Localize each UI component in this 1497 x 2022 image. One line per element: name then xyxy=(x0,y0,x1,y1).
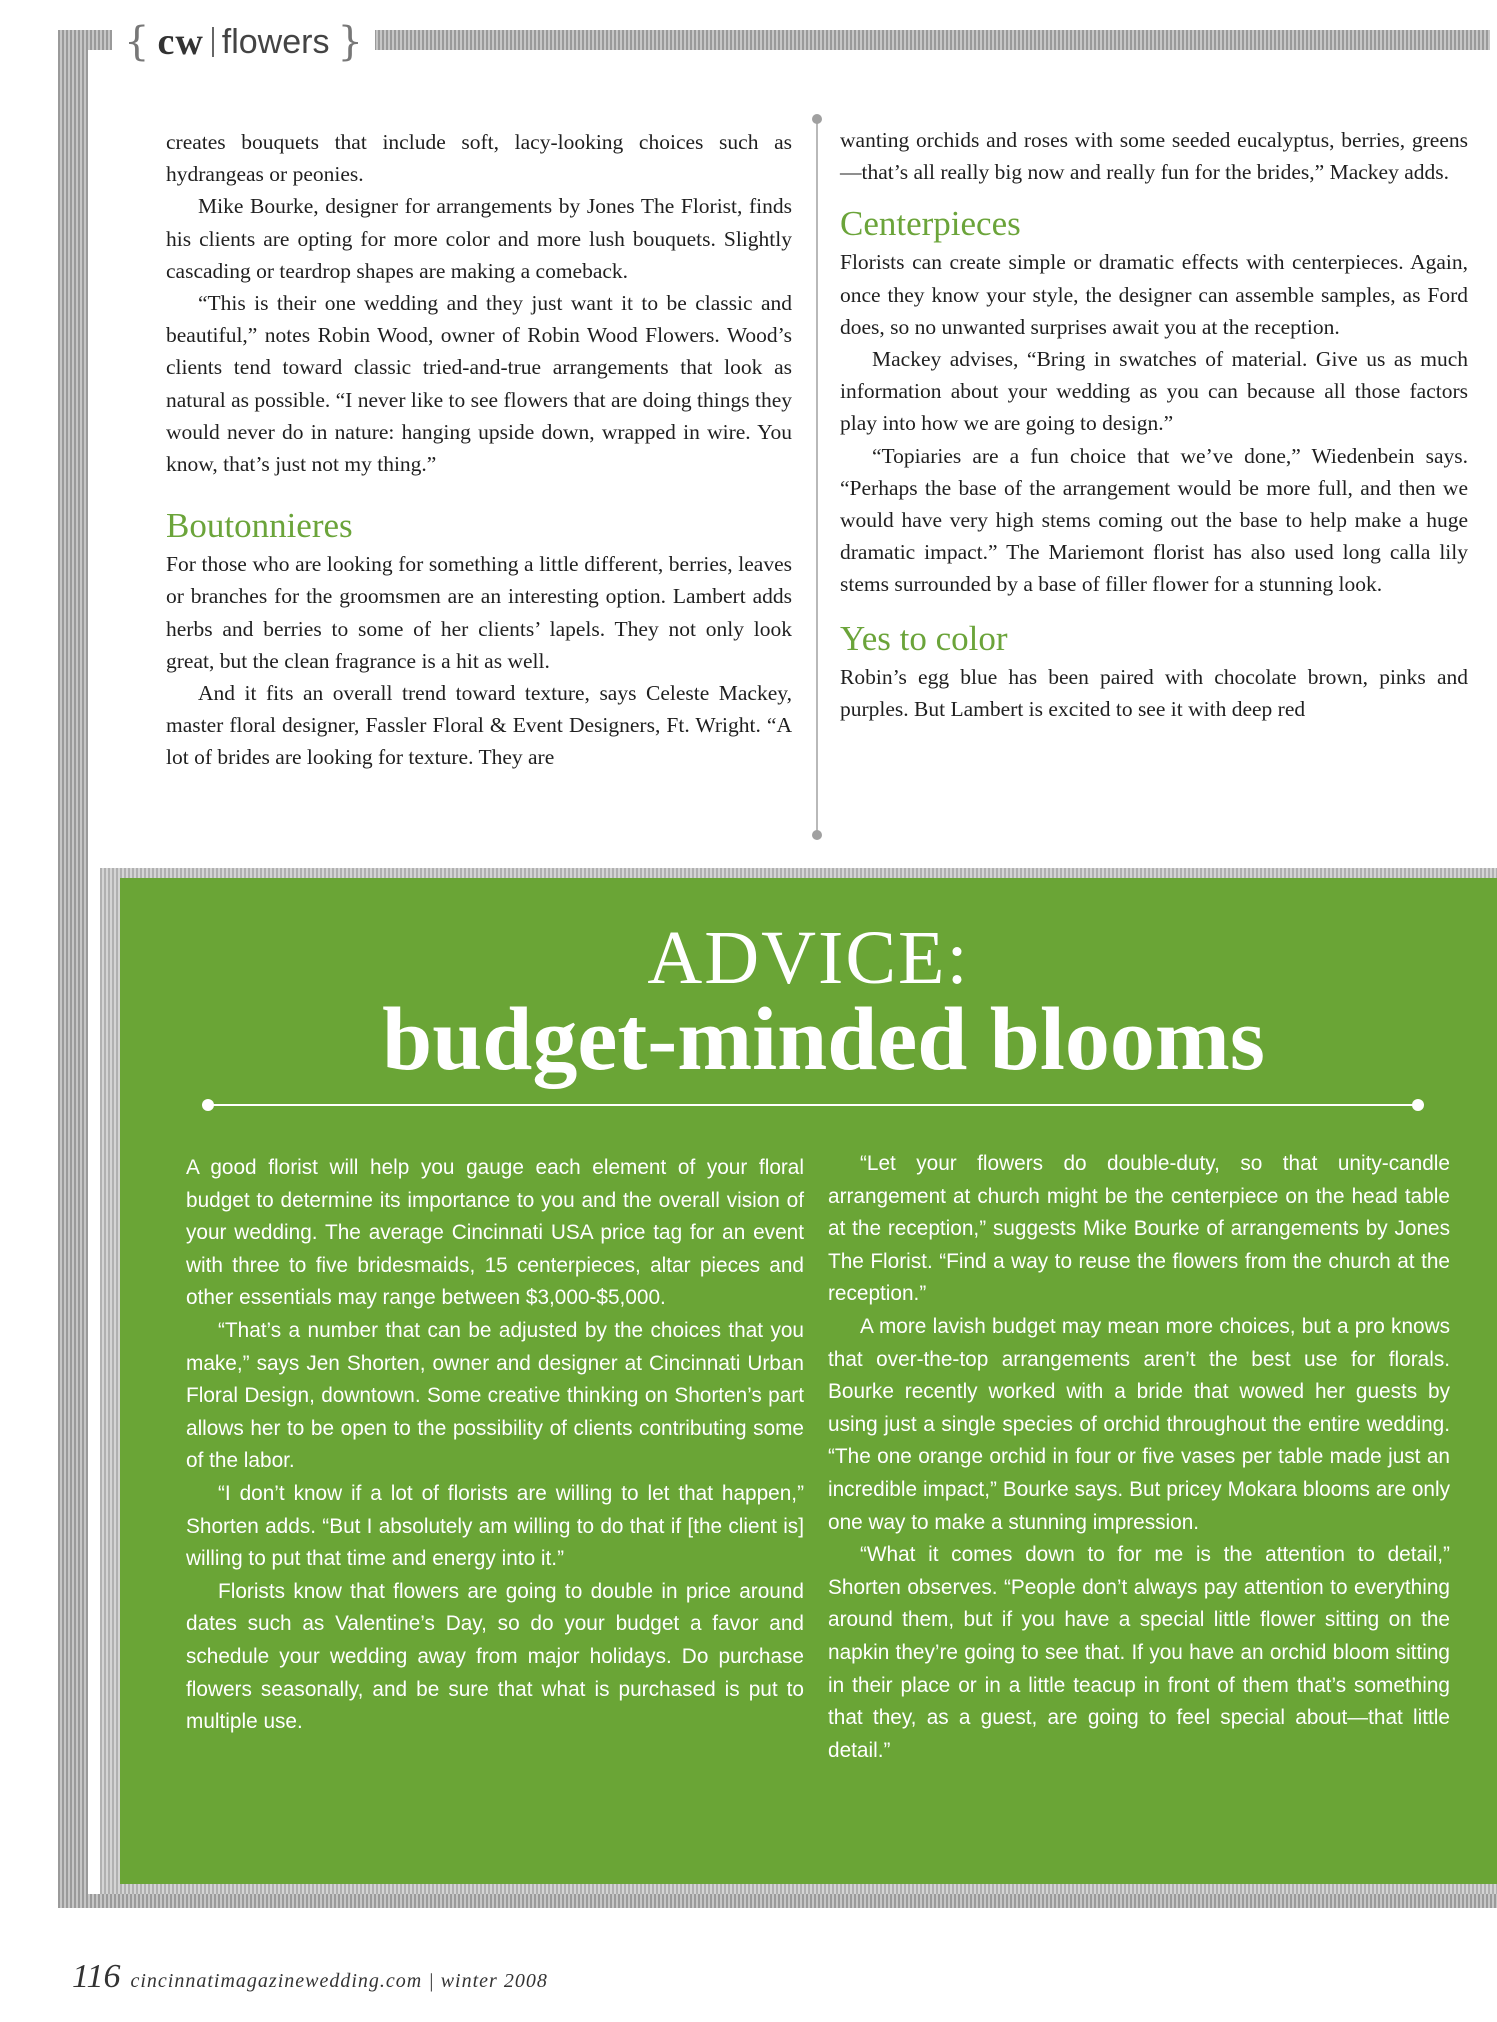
advice-left-column xyxy=(186,1152,804,1739)
rule-end-dot xyxy=(1412,1099,1424,1111)
right-brace-ornament: } xyxy=(337,19,363,65)
paragraph: creates bouquets that include soft, lacy-looking choices such as hydrangeas or peonies. xyxy=(166,130,792,187)
left-margin-rule xyxy=(58,30,88,1908)
page-number: 116 xyxy=(72,1958,121,1995)
paragraph: Mackey advises, “Bring in swatches of material. Give us as much information about your wedding as you can because all those factors play into how we are going to design.” xyxy=(840,347,1468,436)
paragraph: Mike Bourke, designer for arrangements by Jones The Florist, finds his clients are opting for more color and more lush bouquets. Slightly cascading or teardrop shapes are making a comeback. xyxy=(166,194,792,283)
subhead-yes-to-color: Yes to color xyxy=(840,618,1008,658)
section-name: flowers xyxy=(221,22,330,61)
article-left-column xyxy=(166,126,792,774)
advice-right-column xyxy=(828,1148,1450,1767)
subhead-centerpieces: Centerpieces xyxy=(840,204,1021,244)
left-brace-ornament: { xyxy=(124,19,150,65)
paragraph: Robin’s egg blue has been paired with chocolate brown, pinks and purples. But Lambert is excited to see it with deep red xyxy=(840,664,1468,721)
paragraph: “That’s a number that can be adjusted by the choices that you make,” says Jen Shorten, owner and designer at Cincinnati Urban Floral Design, downtown. Some creative thinking on Shorten’s part allows her to be open to the possibility of clients contributing some of the labor. xyxy=(186,1318,804,1473)
paragraph: For those who are looking for something a little different, berries, leaves or branches for the groomsmen are an interesting option. Lambert adds herbs and berries to some of her clients’ lapels. They not only look great, but the clean fragrance is a hit as well. xyxy=(166,552,792,673)
header-separator xyxy=(212,27,214,57)
section-header xyxy=(112,20,375,64)
paragraph: Florists know that flowers are going to double in price around dates such as Valentine’s Day, so do your budget a favor and schedule your wedding away from major holidays. Do purchase flowers seasonally, and be sure that what is purchased is put to multiple use. xyxy=(186,1579,804,1734)
paragraph: “What it comes down to for me is the attention to detail,” Shorten observes. “People don’t always pay attention to everything around them, but if you have a special little flower sitting on the napkin they’re going to see that. If you have an orchid bloom sitting in their place or in a little teacup in front of them that’s something that they, as a guest, are going to feel special about—that little detail.” xyxy=(828,1543,1450,1762)
column-divider xyxy=(816,118,818,836)
paragraph: “Let your flowers do double-duty, so that unity-candle arrangement at church might be the centerpiece on the head table at the reception,” suggests Mike Bourke of arrangements by Jones The Florist. “Find a way to reuse the flowers from the church at the reception.” xyxy=(828,1152,1450,1306)
paragraph: wanting orchids and roses with some seeded eucalyptus, berries, greens—that’s all really big now and really fun for the brides,” Mackey adds. xyxy=(840,128,1468,185)
publication-line: cincinnatimagazinewedding.com | winter 2008 xyxy=(130,1970,548,1992)
advice-subtitle: budget-minded blooms xyxy=(382,990,1265,1089)
divider-dot xyxy=(812,114,822,124)
subhead-boutonnieres: Boutonnieres xyxy=(166,506,353,546)
paragraph: A good florist will help you gauge each element of your floral budget to determine its importance to you and the overall vision of your wedding. The average Cincinnati USA price tag for an event with three to five bridesmaids, 15 centerpieces, altar pieces and other essentials may range between $3,000-$5,000. xyxy=(186,1156,804,1310)
paragraph: “This is their one wedding and they just want it to be classic and beautiful,” notes Robin Wood, owner of Robin Wood Flowers. Wood’s clients tend toward classic tried-and-true arrangements that look as natural as possible. “I never like to see flowers that are doing things they would never do in nature: hanging upside down, wrapped in wire. You know, that’s just not my thing.” xyxy=(166,291,792,477)
page-footer xyxy=(72,1958,548,1996)
paragraph: Florists can create simple or dramatic effects with centerpieces. Again, once they know your style, the designer can assemble samples, as Ford does, so no unwanted surprises await you at the reception. xyxy=(840,250,1468,339)
footer-rule xyxy=(58,1894,1497,1908)
paragraph: “I don’t know if a lot of florists are willing to let that happen,” Shorten adds. “But I absolutely am willing to do that if [the client is] willing to put that time and energy into it.” xyxy=(186,1481,804,1571)
divider-dot xyxy=(812,830,822,840)
advice-title: ADVICE: xyxy=(647,916,970,1000)
paragraph: And it fits an overall trend toward texture, says Celeste Mackey, master floral designer, Fassler Floral & Event Designers, Ft. Wright. “A lot of brides are looking for texture. They are xyxy=(166,681,792,770)
paragraph: A more lavish budget may mean more choices, but a pro knows that over-the-top arrangements aren’t the best use for florals. Bourke recently worked with a bride that wowed her guests by using just a single species of orchid throughout the entire wedding. “The one orange orchid in four or five vases per table made just an incredible impact,” Bourke says. But pricey Mokara blooms are only one way to make a stunning impression. xyxy=(828,1314,1450,1534)
advice-sidebar xyxy=(120,878,1497,1884)
article-right-column xyxy=(840,124,1468,725)
magazine-code: cw xyxy=(157,21,204,63)
rule-end-dot xyxy=(202,1099,214,1111)
advice-divider-rule xyxy=(208,1104,1418,1106)
paragraph: “Topiaries are a fun choice that we’ve done,” Wiedenbein says. “Perhaps the base of the arrangement would be more full, and then we would have very high stems coming out the base to help make a huge dramatic impact.” The Mariemont florist has also used long calla lily stems surrounded by a base of filler flower for a stunning look. xyxy=(840,443,1468,597)
